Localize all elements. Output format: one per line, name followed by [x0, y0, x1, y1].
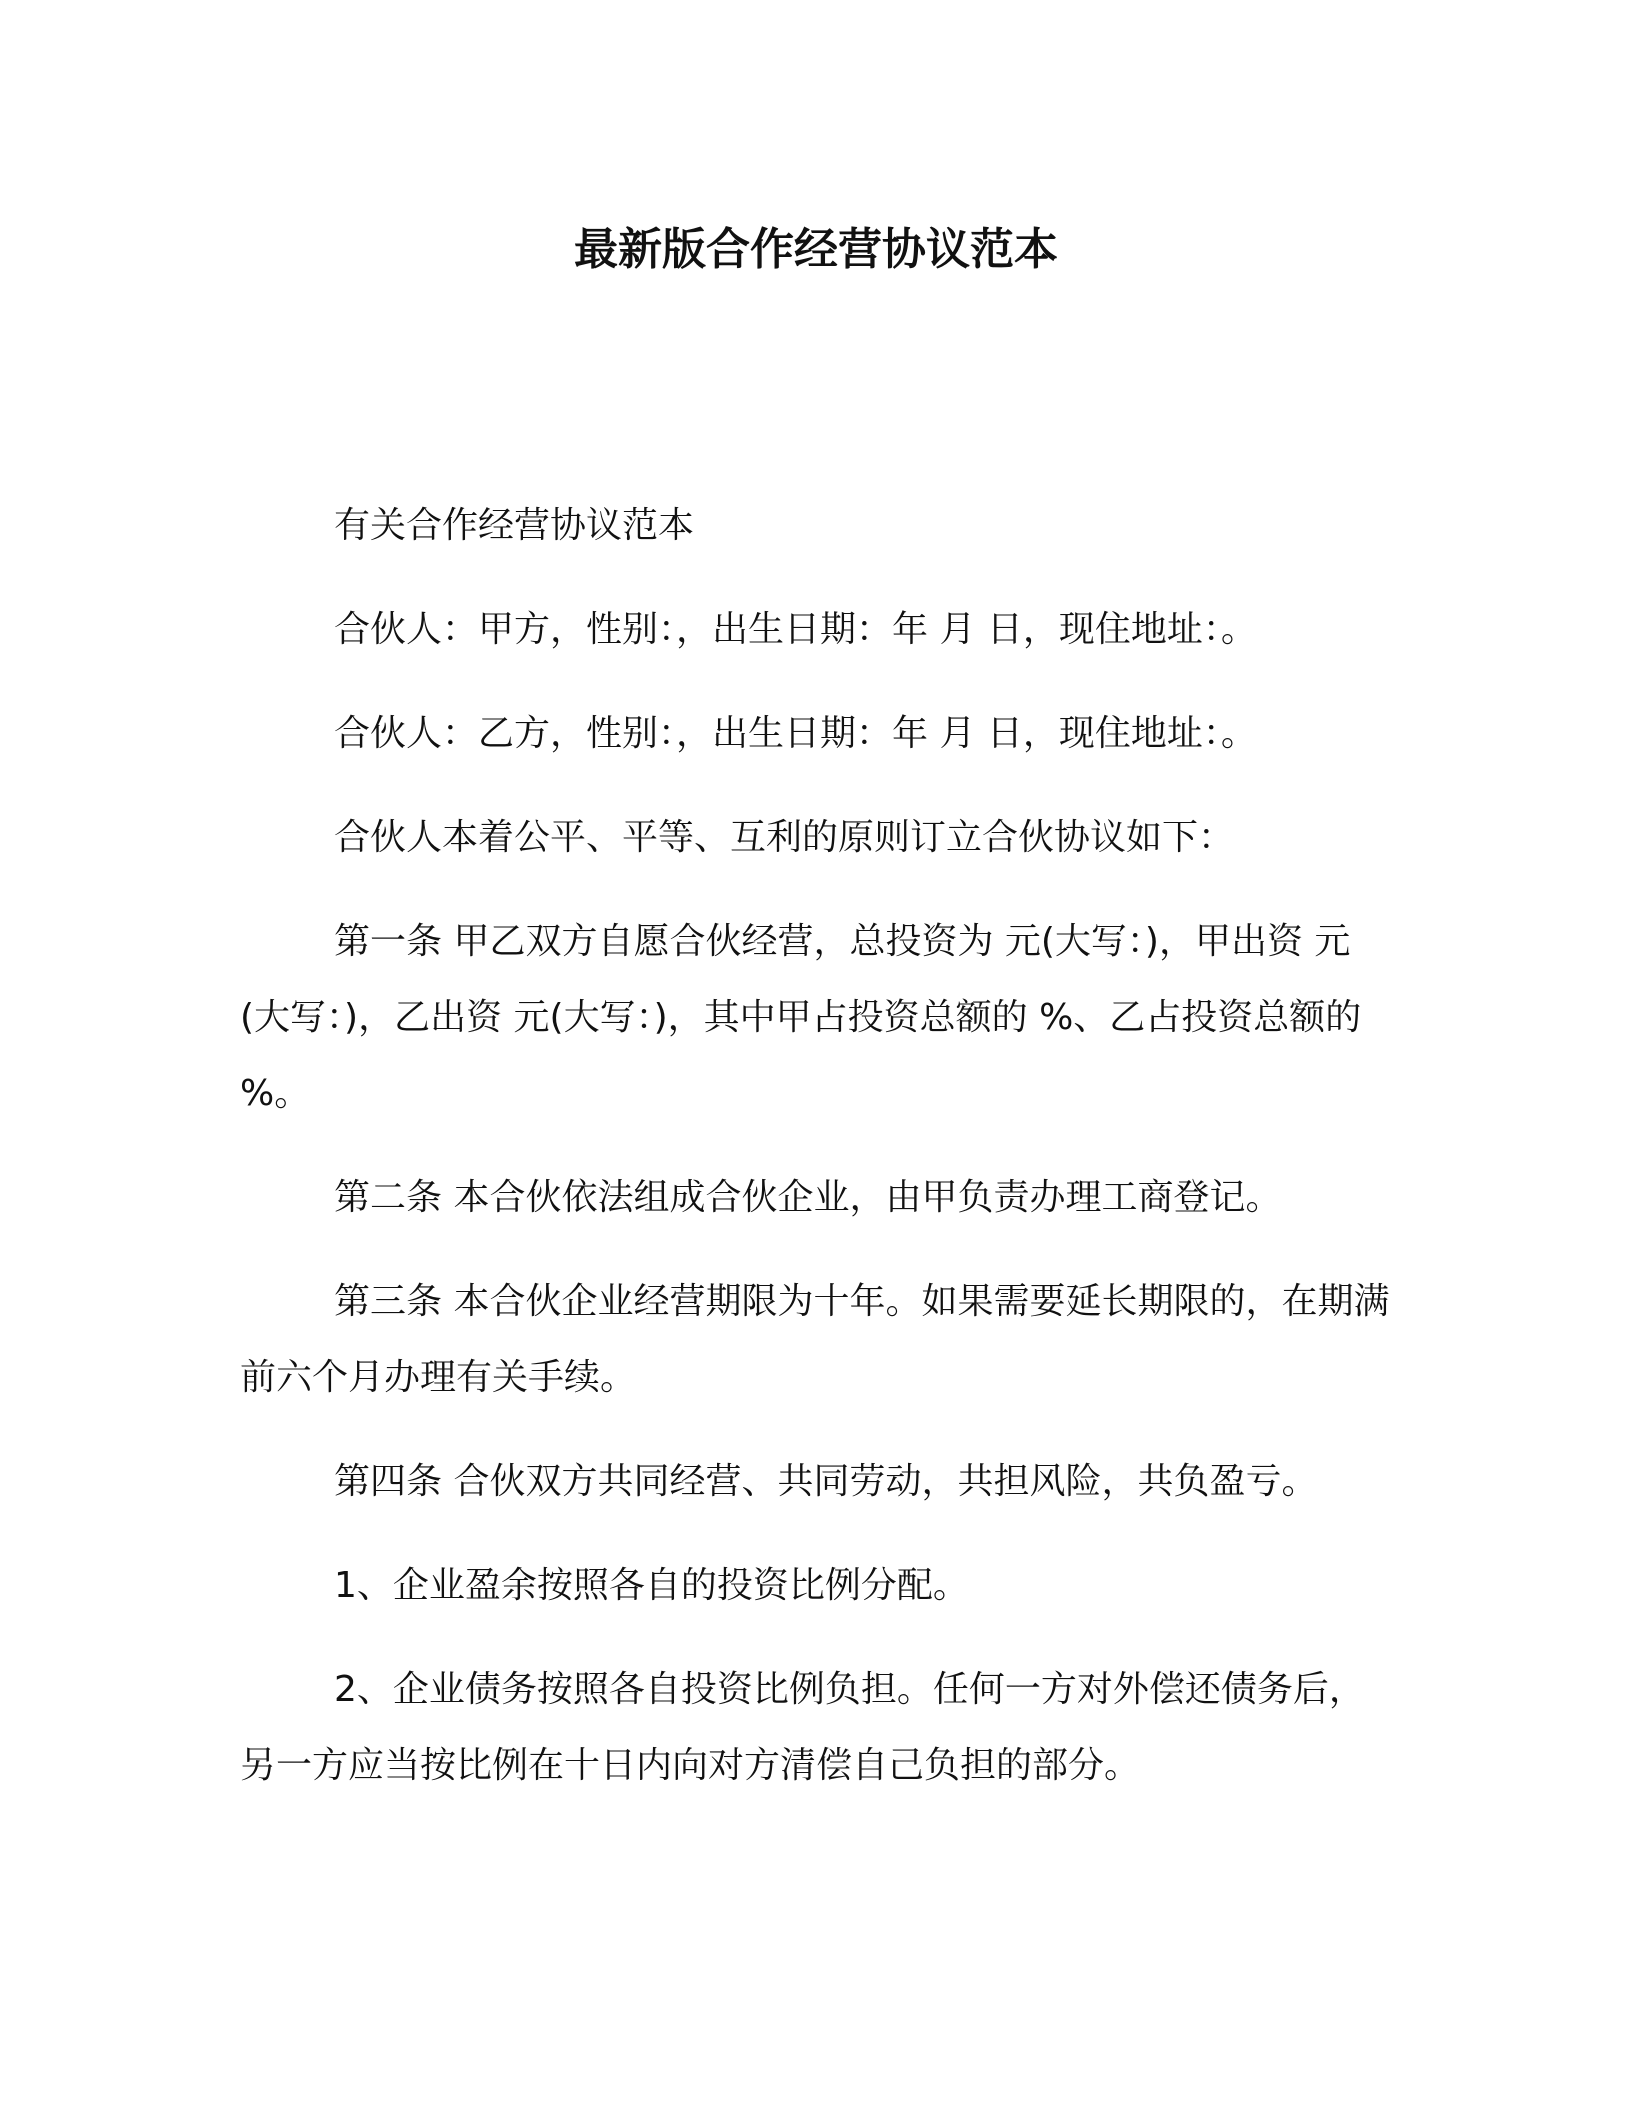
paragraph-principles: 合伙人本着公平、平等、互利的原则订立合伙协议如下：	[334, 817, 1235, 858]
document-title: 最新版合作经营协议范本	[574, 224, 1058, 275]
document-body	[240, 488, 1390, 1832]
paragraph-article-2: 第二条 本合伙依法组成合伙企业，由甲负责办理工商登记。	[334, 1177, 1282, 1218]
paragraph-item-1: 1、企业盈余按照各自的投资比例分配。	[334, 1565, 969, 1606]
paragraph-partner-b: 合伙人：乙方，性别：，出生日期：年 月 日，现住地址：。	[334, 713, 1257, 754]
paragraph-item-2: 2、企业债务按照各自投资比例负担。任何一方对外偿还债务后，另一方应当按比例在十日内向对方清偿自己负担的部分。	[240, 1669, 1365, 1786]
paragraph-subtitle: 有关合作经营协议范本	[334, 505, 695, 546]
paragraph-article-3: 第三条 本合伙企业经营期限为十年。如果需要延长期限的，在期满前六个月办理有关手续。	[240, 1281, 1390, 1398]
paragraph-partner-a: 合伙人：甲方，性别：，出生日期：年 月 日，现住地址：。	[334, 609, 1257, 650]
paragraph-article-4: 第四条 合伙双方共同经营、共同劳动，共担风险，共负盈亏。	[334, 1461, 1318, 1502]
paragraph-article-1: 第一条 甲乙双方自愿合伙经营，总投资为 元(大写：)，甲出资 元(大写：)，乙出资 元(大写：)，其中甲占投资总额的 %、乙占投资总额的 %。	[240, 921, 1362, 1114]
